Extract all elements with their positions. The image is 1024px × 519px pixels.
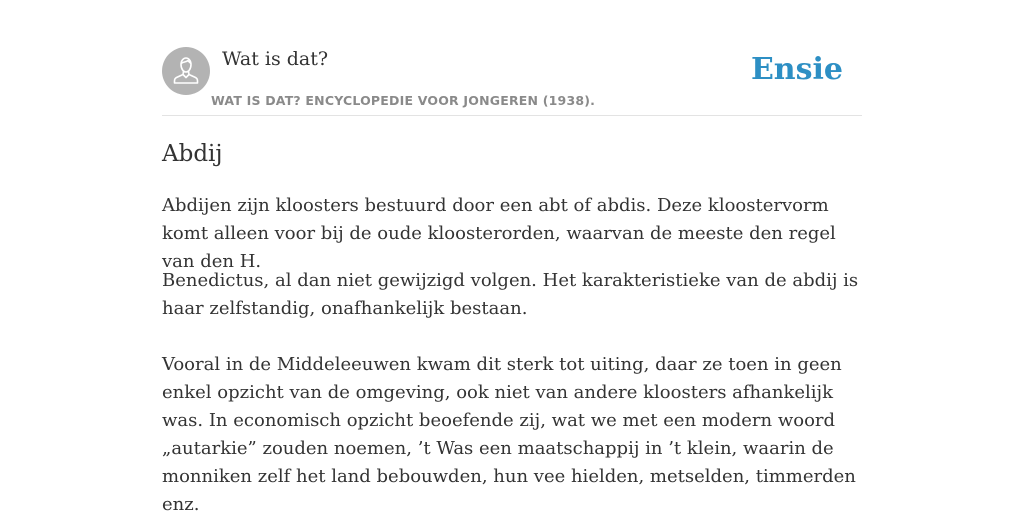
entry-paragraph: Abdijen zijn kloosters bestuurd door een abt of abdis. Deze kloostervorm komt alleen voor bij de oude kloosterorden, waarvan de meeste den regel van den H. [162,195,836,272]
source-subtitle: WAT IS DAT? ENCYCLOPEDIE VOOR JONGEREN (1938). [211,93,596,108]
user-silhouette-icon[interactable] [162,47,210,95]
entry-title: Abdij [162,141,223,167]
entry-paragraph: Vooral in de Middeleeuwen kwam dit sterk tot uiting, daar ze toen in geen enkel opzicht van de omgeving, ook niet van andere kloosters afhankelijk was. In economisch opzicht beoefende zij, wat we met een modern woord „autarkie” zouden noemen, ’t Was een maatschappij in ’t klein, waarin de monniken zelf het land bebouwden, hun vee hielden, metselden, timmerden enz. [162,354,856,515]
source-title[interactable]: Wat is dat? [222,48,329,70]
ensie-logo[interactable]: Ensie [750,52,843,87]
source-header [162,46,862,116]
entry-paragraph: Benedictus, al dan niet gewijzigd volgen. Het karakteristieke van de abdij is haar zelfstandig, onafhankelijk bestaan. [162,270,859,319]
